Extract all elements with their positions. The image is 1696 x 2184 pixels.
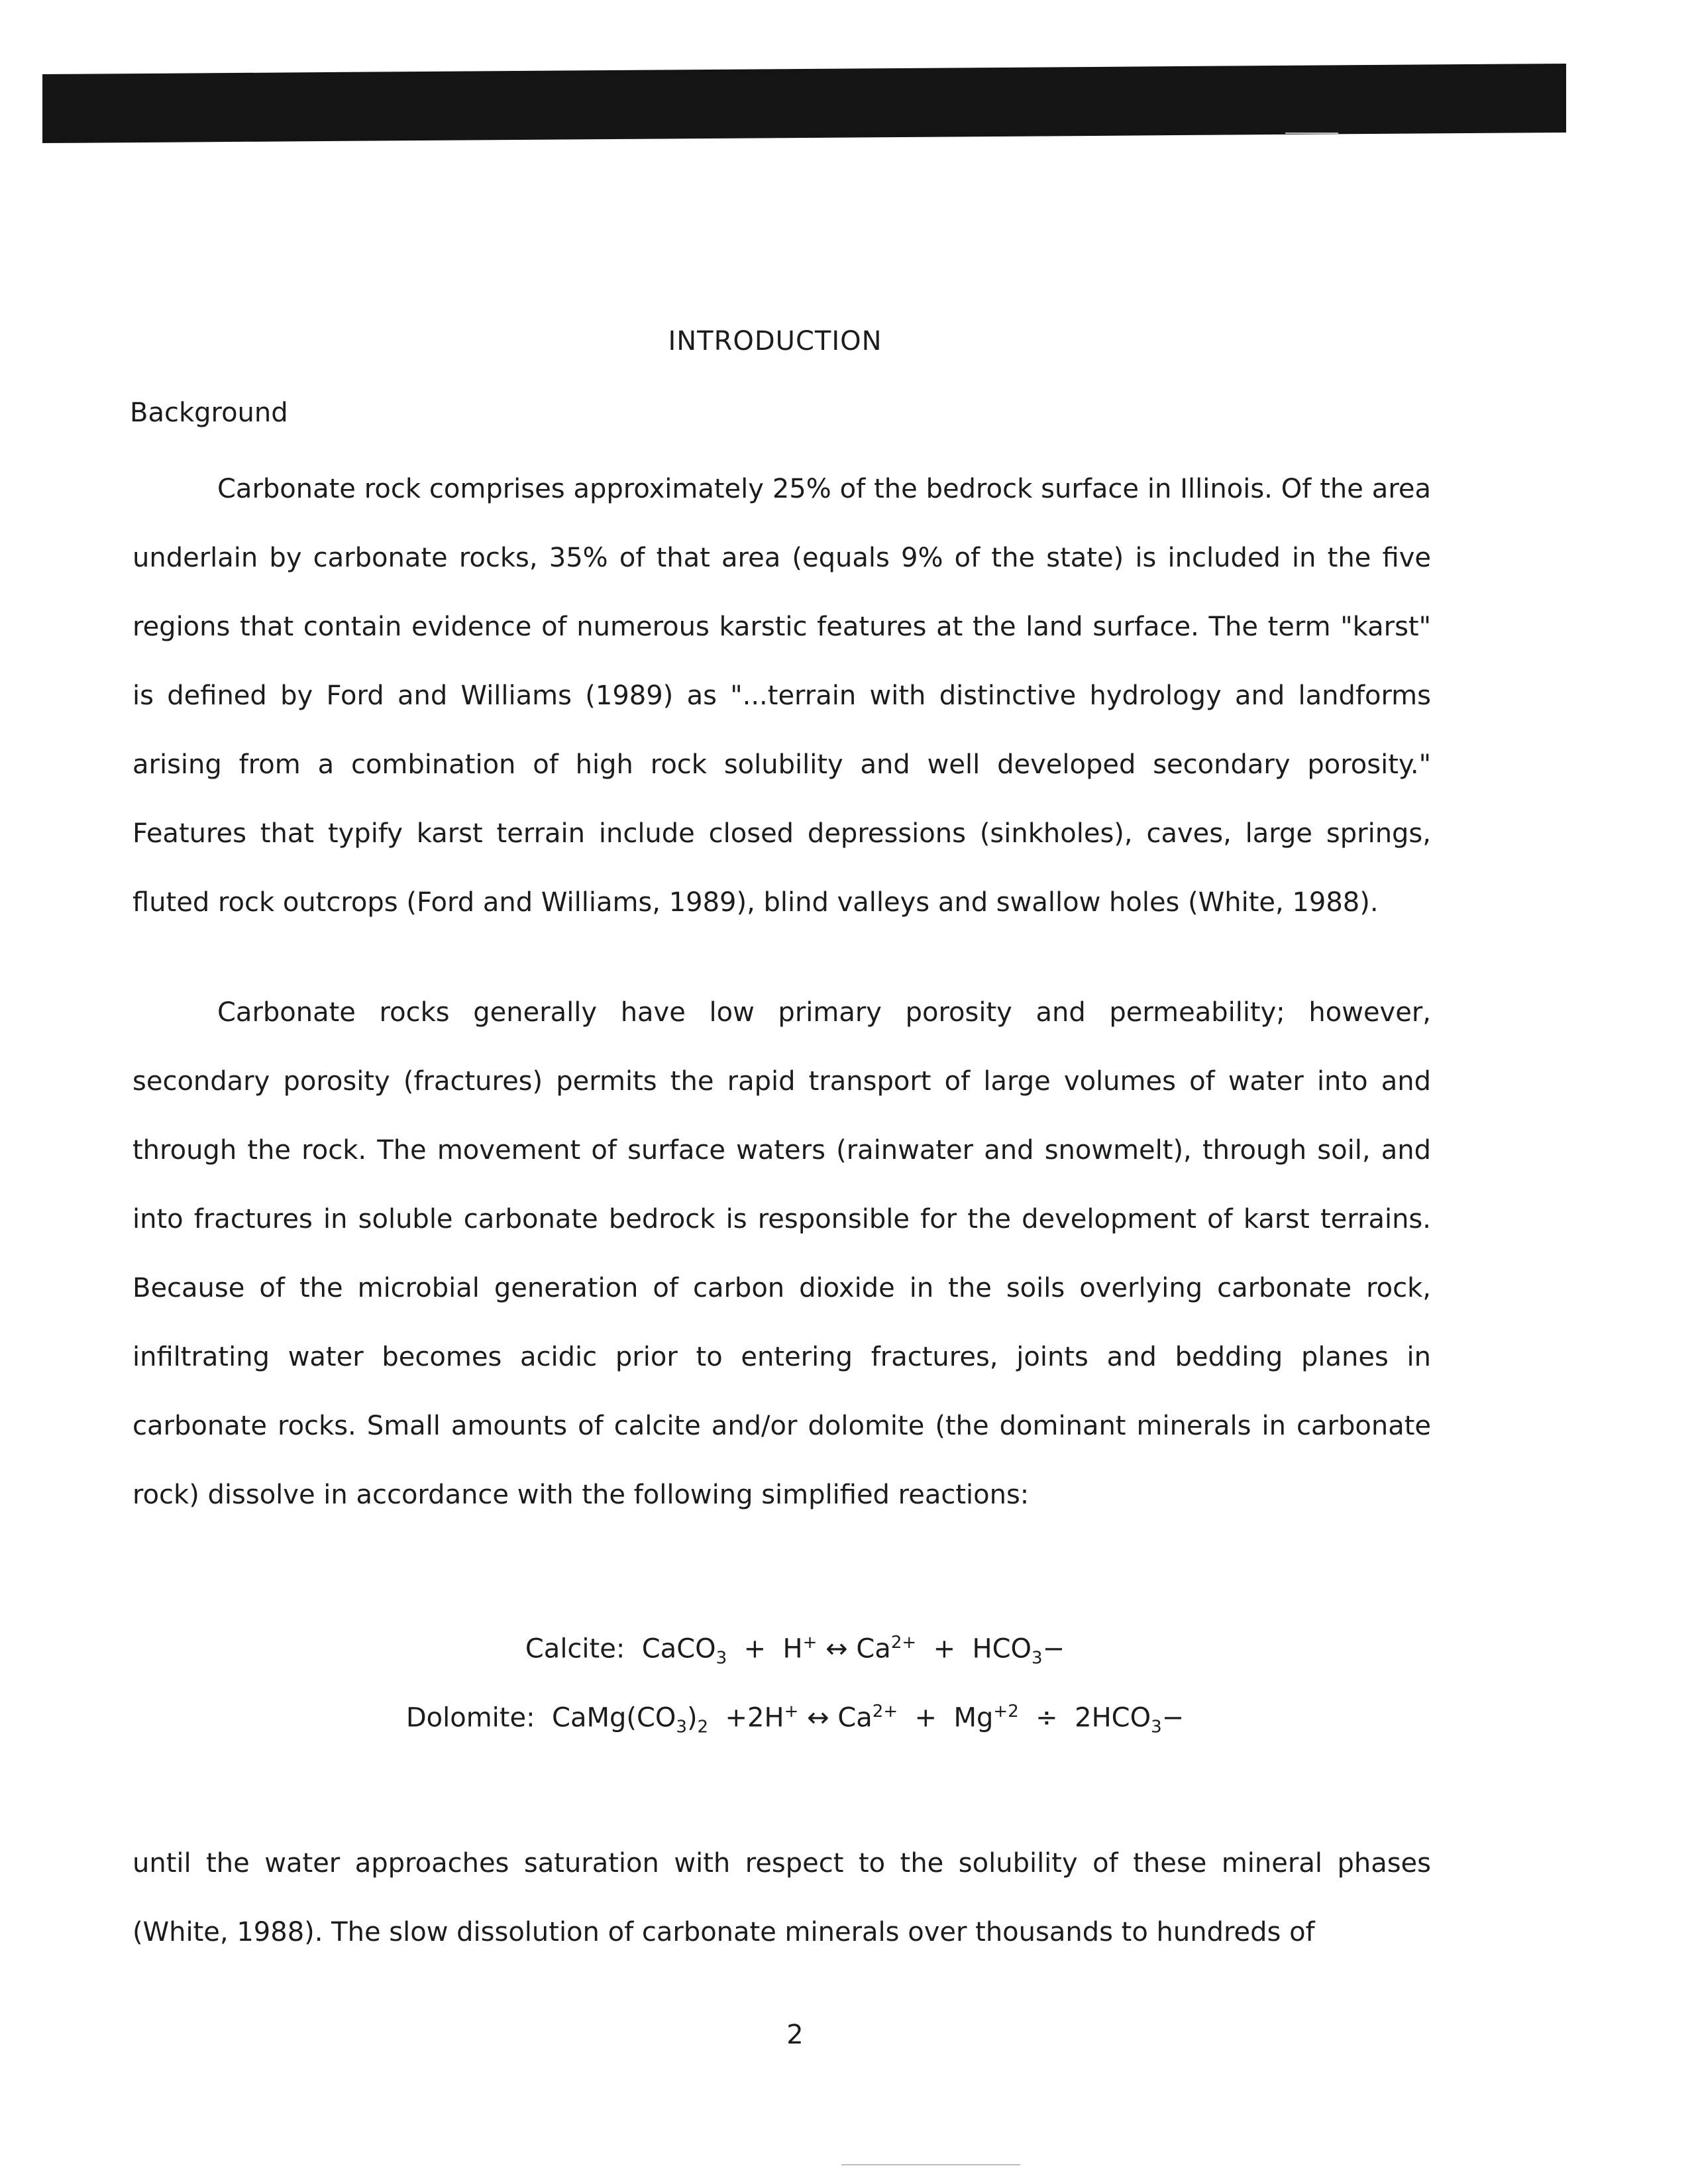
paragraph-3 bbox=[132, 1829, 1431, 1967]
calcite-product1-sup: 2+ bbox=[890, 1633, 917, 1653]
page-heading: INTRODUCTION bbox=[668, 326, 882, 356]
dolomite-arrow: ↔ bbox=[807, 1702, 829, 1733]
dolomite-product3: 2HCO bbox=[1075, 1702, 1151, 1733]
paragraph-1-text: Carbonate rock comprises approximately 25% of the bedrock surface in Illinois. Of the area underlain by carbonate rocks, 35% of that area (equals 9% of the state) is included in the five regions that contain evidence of numerous karstic features at the land surface. The term "karst" is defined by Ford and Williams (1989) as "...terrain with distinctive hydrology and landforms arising from a combination of high rock solubility and well developed secondary porosity." Features that typify karst terrain include closed depressions (sinkholes), caves, large springs, fluted rock outcrops (Ford and Williams, 1989), blind valleys and swallow holes (White, 1988). bbox=[132, 474, 1431, 918]
calcite-plus1: + bbox=[743, 1633, 767, 1665]
dolomite-reactant2-sup: + bbox=[784, 1702, 799, 1721]
dolomite-product2-sup: +2 bbox=[993, 1702, 1019, 1721]
page-number: 2 bbox=[786, 2020, 804, 2050]
dolomite-plus3: ÷ bbox=[1035, 1702, 1058, 1733]
calcite-product2: HCO bbox=[972, 1633, 1032, 1665]
paragraph-2 bbox=[132, 978, 1431, 1529]
dolomite-plus1: + bbox=[725, 1702, 748, 1733]
calcite-product2-tail: − bbox=[1042, 1633, 1065, 1665]
dolomite-product1: Ca bbox=[837, 1702, 873, 1733]
calcite-arrow: ↔ bbox=[825, 1633, 848, 1665]
dolomite-product3-tail: − bbox=[1161, 1702, 1185, 1733]
dolomite-reactant2: 2H bbox=[747, 1702, 784, 1733]
dolomite-product2: Mg bbox=[953, 1702, 994, 1733]
paragraph-3-text: until the water approaches saturation with respect to the solubility of these mineral phases (White, 1988). The slow dissolution of carbonate minerals over thousands to hundreds of bbox=[132, 1848, 1431, 1947]
dolomite-plus2: + bbox=[914, 1702, 937, 1733]
calcite-reactant1: CaCO bbox=[641, 1633, 716, 1665]
scan-artifact-line bbox=[1285, 133, 1338, 134]
dolomite-product3-sub: 3 bbox=[1151, 1717, 1162, 1737]
calcite-reactant1-sub: 3 bbox=[716, 1648, 727, 1668]
calcite-label: Calcite: bbox=[525, 1633, 625, 1665]
dolomite-reactant1-close: ) bbox=[686, 1702, 698, 1733]
calcite-product1: Ca bbox=[856, 1633, 891, 1665]
section-title: Background bbox=[130, 398, 288, 428]
dolomite-reactant1: CaMg(CO bbox=[552, 1702, 676, 1733]
calcite-reactant2: H bbox=[782, 1633, 803, 1665]
scan-header-bar bbox=[42, 64, 1566, 143]
scan-artifact-line bbox=[841, 2164, 1020, 2165]
dolomite-reactant1-sub1: 3 bbox=[676, 1717, 687, 1737]
dolomite-label: Dolomite: bbox=[405, 1702, 535, 1733]
dolomite-product1-sup: 2+ bbox=[872, 1702, 898, 1721]
calcite-equation bbox=[0, 1633, 1590, 1668]
calcite-reactant2-sup: + bbox=[802, 1633, 818, 1653]
calcite-plus2: + bbox=[933, 1633, 956, 1665]
paragraph-1 bbox=[132, 455, 1431, 937]
paragraph-2-text: Carbonate rocks generally have low primary porosity and permeability; however, secondary porosity (fractures) permits the rapid transport of large volumes of water into and through the rock. The movement of surface waters (rainwater and snowmelt), through soil, and into fractures in soluble carbonate bedrock is responsible for the development of karst terrains. Because of the microbial generation of carbon dioxide in the soils overlying carbonate rock, infiltrating water becomes acidic prior to entering fractures, joints and bedding planes in carbonate rocks. Small amounts of calcite and/or dolomite (the dominant minerals in carbonate rock) dissolve in accordance with the following simplified reactions: bbox=[132, 997, 1431, 1510]
calcite-product2-sub: 3 bbox=[1032, 1648, 1043, 1668]
dolomite-reactant1-sub2: 2 bbox=[697, 1717, 709, 1737]
dolomite-equation bbox=[0, 1702, 1590, 1737]
